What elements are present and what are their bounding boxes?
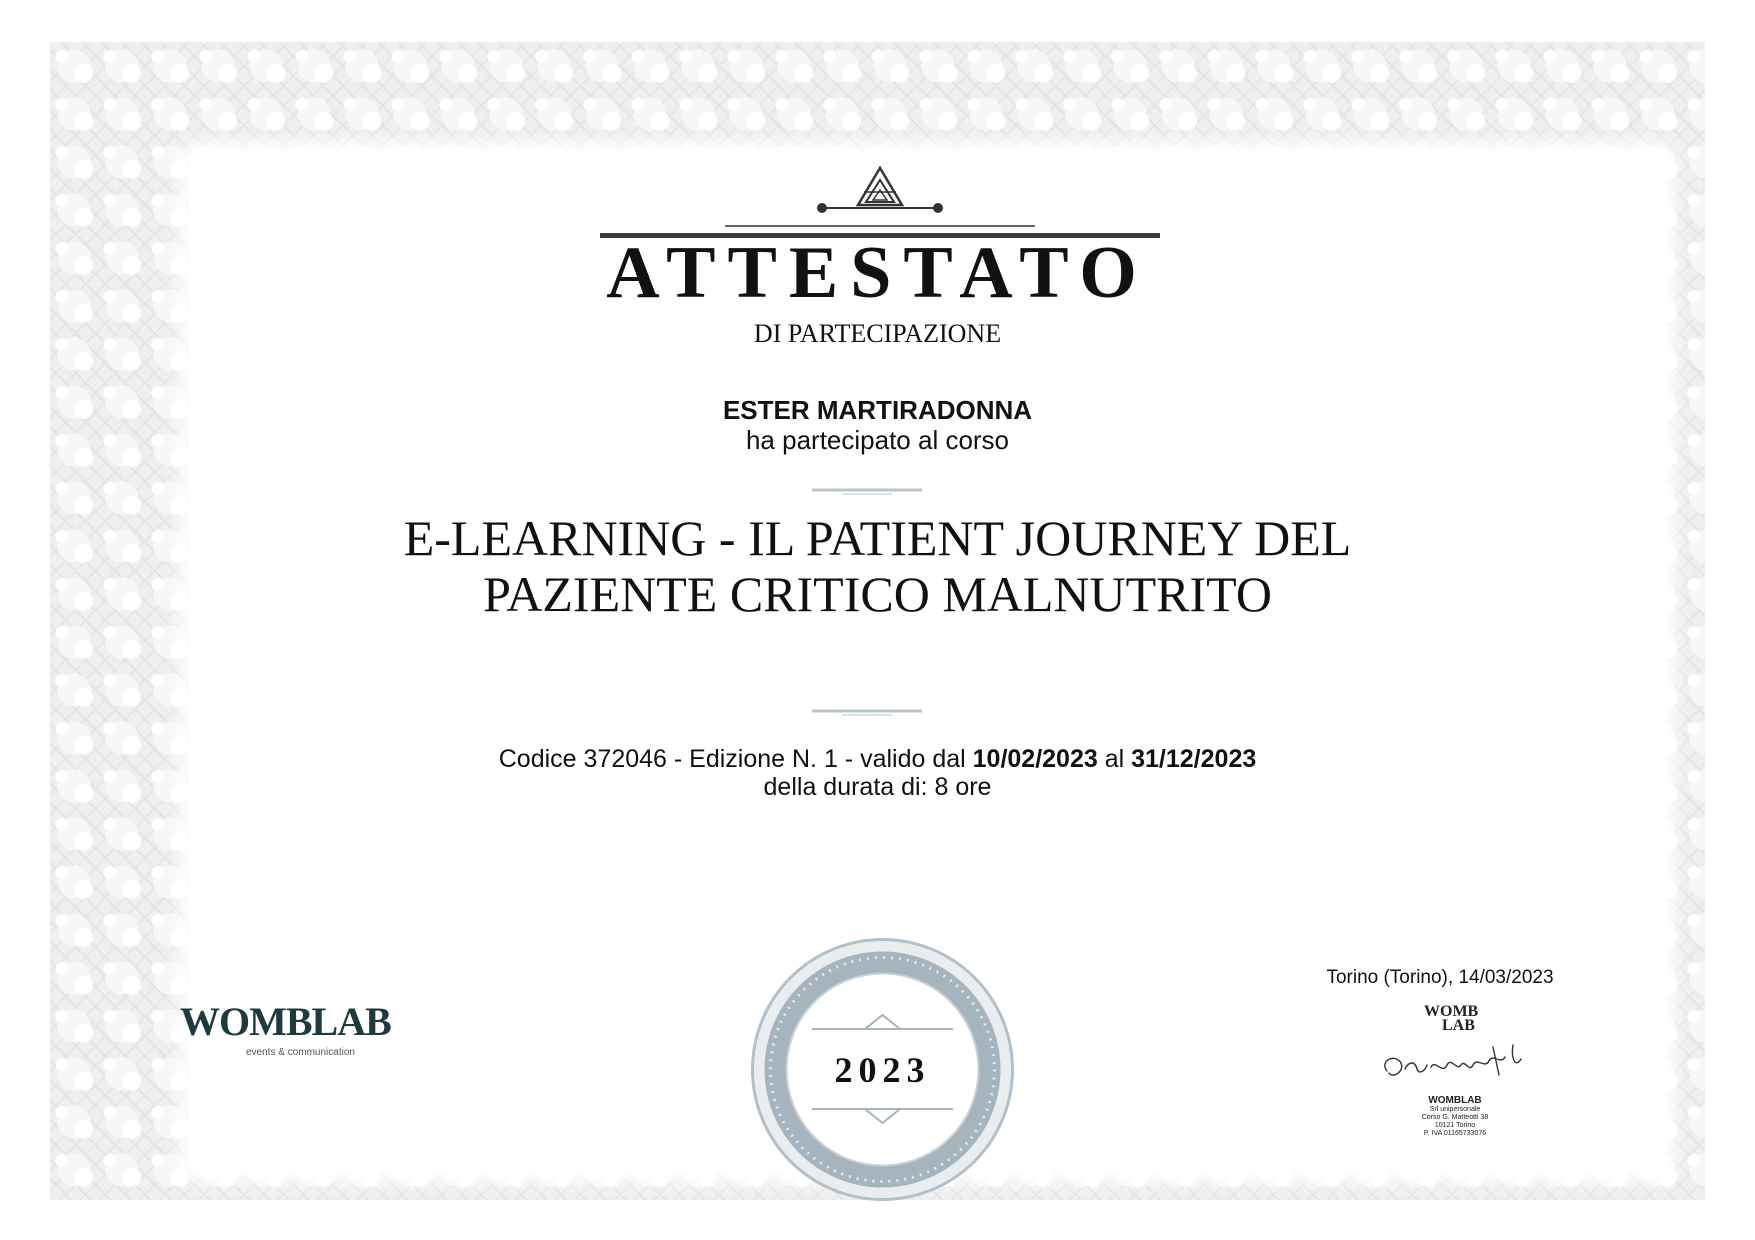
logo-tagline: events & communication [246,1047,355,1058]
stamp-vat: P. IVA 01165733076 [1423,1130,1487,1137]
stamp-logo [1420,1004,1510,1036]
course-title-line-2: PAZIENTE CRITICO MALNUTRITO [483,566,1272,622]
participation-statement: ha partecipato al corso [745,425,1010,455]
triangle-emblem-icon [858,168,902,205]
logo-wordmark: WOMBLAB [180,999,391,1044]
course-details [0,745,1755,801]
course-code: Codice 372046 - Edizione N. 1 - valido dal [498,745,973,773]
course-code-line [0,745,1755,773]
course-title [0,510,1755,622]
stamp-company-name: WOMBLAB [1428,1095,1482,1106]
top-divider [812,487,922,495]
stamp-city: 10121 Torino [1434,1122,1476,1129]
certificate-subtitle: DI PARTECIPAZIONE [753,319,1002,348]
date-separator: al [1097,745,1132,773]
stamp-company-type: Srl unipersonale [1429,1106,1481,1113]
seal-year: 2023 [834,1050,931,1090]
place-and-date: Torino (Torino), 14/03/2023 [1326,967,1554,988]
course-title-line-1: E-LEARNING - IL PATIENT JOURNEY DEL [403,510,1352,566]
bottom-divider [812,708,922,716]
stamp-logo-top: WOMB [1424,1003,1479,1020]
year-seal [750,937,1015,1202]
certificate-title: ATTESTATO [606,232,1149,314]
end-date: 31/12/2023 [1131,745,1257,773]
handwritten-signature [1375,1035,1535,1090]
company-stamp [1360,1095,1550,1138]
start-date: 10/02/2023 [972,745,1098,773]
course-duration: della durata di: 8 ore [763,773,992,801]
stamp-address: Corso G. Matteotti 38 [1421,1114,1489,1121]
header-emblem [600,160,1160,240]
recipient-name: ESTER MARTIRADONNA [722,395,1033,425]
stamp-logo-bottom: LAB [1442,1017,1475,1034]
womblab-logo [180,999,420,1062]
